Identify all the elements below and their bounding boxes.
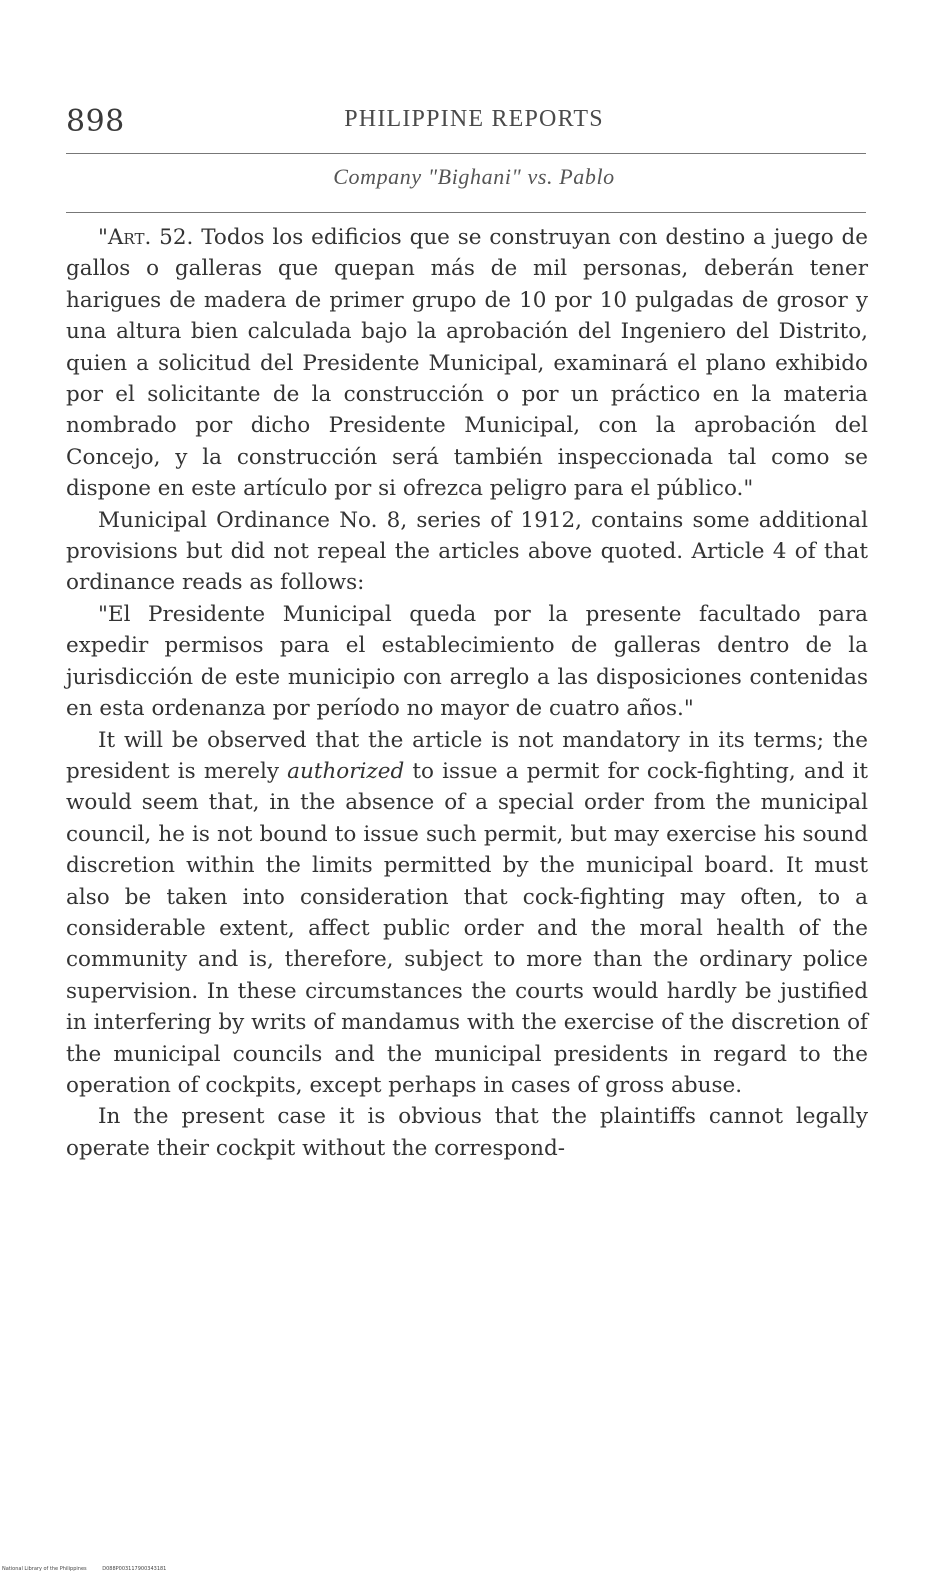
header-rule-top <box>66 153 866 154</box>
article-52-text: 52. Todos los edificios que se construyan con destino a juego de gallos o galleras que quepan más de mil personas, deberán tener harigues de madera de primer grupo de 10 por 10 pulgadas de grosor y una altura bien calculada bajo la aprobación del Ingeniero del Distrito, quien a solicitud del Presidente Municipal, examinará el plano exhibido por el solicitante de la construcción o por un práctico en la materia nombrado por dicho Presidente Municipal, con la aprobación del Concejo, y la construcción será también inspeccionada tal como se dispone en este artículo por si ofrezca peligro para el público." <box>66 225 868 502</box>
case-title: Company "Bighani" vs. Pablo <box>333 164 615 189</box>
paragraph-ordinance: Municipal Ordinance No. 8, series of 1912, contains some additional provisions but did not repeal the articles above quoted. Article 4 of that ordinance reads as follows: <box>66 507 868 596</box>
authorized-emphasis: authorized <box>287 758 405 784</box>
body-text <box>66 222 868 1164</box>
paragraph-article-52 <box>66 222 868 505</box>
paragraph-present-case: In the present case it is obvious that the plaintiffs cannot legally operate their cockpit without the correspond- <box>66 1104 868 1161</box>
page-number: 898 <box>66 104 125 139</box>
footer-code: D088P003117900343181 <box>102 1566 167 1572</box>
footer-library: National Library of the Philippines <box>2 1566 87 1572</box>
discretion-text-a: It will be observed that the article is not mandatory in its terms; the president is merely <box>66 727 868 784</box>
paragraph-article-4-quote: "El Presidente Municipal queda por la presente facultado para expedir permisos para el establecimiento de galleras dentro de la jurisdicción de este municipio con arreglo a las disposiciones contenidas en esta ordenanza por período no mayor de cuatro años." <box>66 601 868 722</box>
header-rule-bottom <box>66 212 866 213</box>
article-label: Art. <box>107 225 152 250</box>
open-quote: " <box>98 225 108 250</box>
running-head: PHILIPPINE REPORTS <box>344 106 604 132</box>
footer <box>2 1566 180 1572</box>
paragraph-discretion <box>66 725 868 1102</box>
discretion-text-b: to issue a permit for cock-fighting, and it would seem that, in the absence of a special order from the municipal council, he is not bound to issue such permit, but may exercise his sound discretion within the limits permitted by the municipal board. It must also be taken into consideration that cock-fighting may often, to a considerable extent, affect public order and the moral health of the community and is, therefore, subject to more than the ordinary police supervision. In these circumstances the courts would hardly be justified in interfering by writs of mandamus with the exercise of the discretion of the municipal councils and the municipal presidents in regard to the operation of cockpits, except perhaps in cases of gross abuse. <box>66 758 869 1098</box>
